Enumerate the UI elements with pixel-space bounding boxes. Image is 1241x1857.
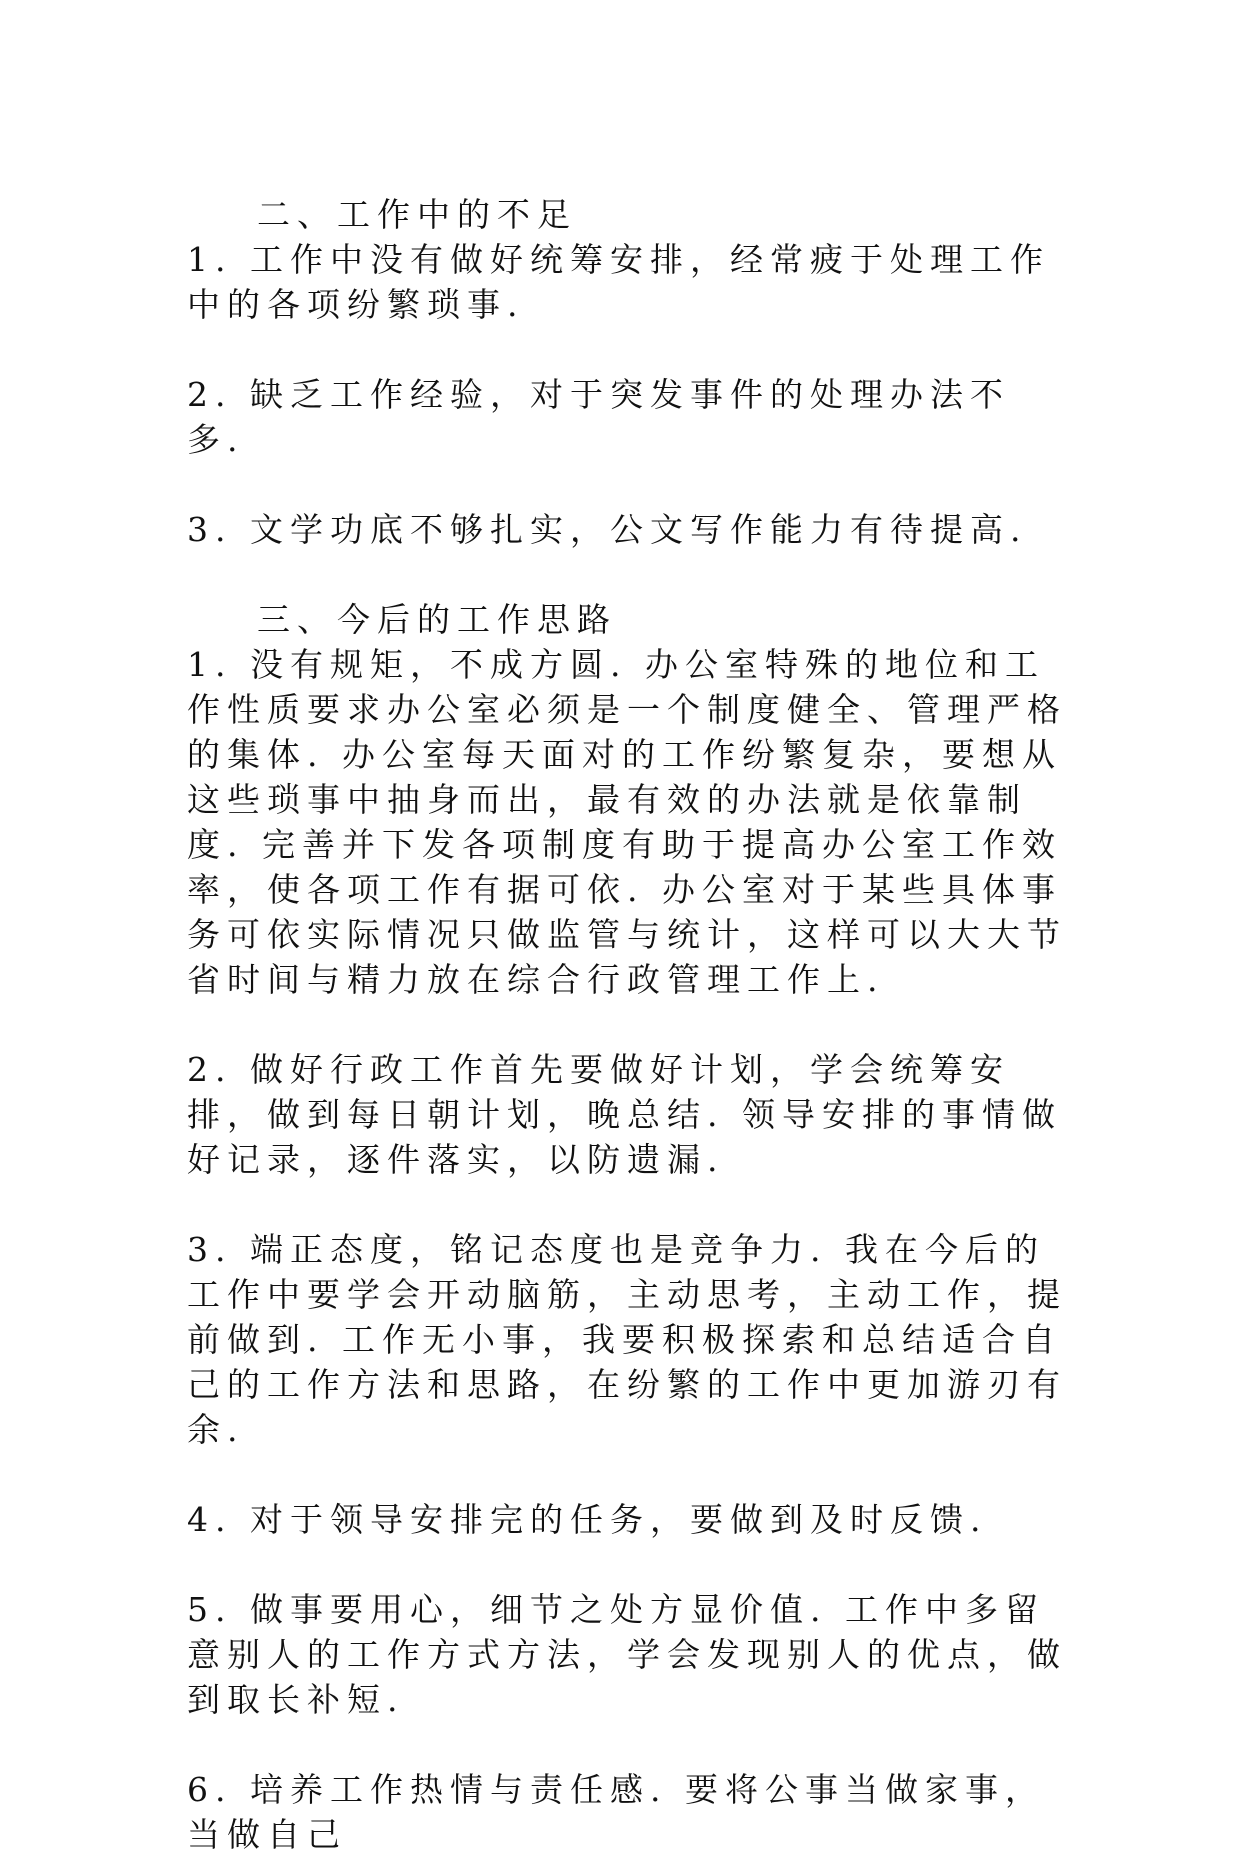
document-body xyxy=(187,192,1067,1857)
paragraph-spacer xyxy=(187,1002,1067,1047)
list-item: 4. 对于领导安排完的任务，要做到及时反馈. xyxy=(187,1500,988,1539)
paragraph-spacer xyxy=(187,1722,1067,1767)
list-item: 2. 做好行政工作首先要做好计划，学会统筹安排，做到每日朝计划，晚总结. 领导安排的事情做好记录，逐件落实，以防遗漏. xyxy=(187,1050,1062,1179)
section-heading-shortcomings: 二、工作中的不足 xyxy=(257,195,577,234)
paragraph-spacer xyxy=(187,462,1067,507)
list-item: 6. 培养工作热情与责任感. 要将公事当做家事，当做自己 xyxy=(187,1770,1045,1854)
list-item: 2. 缺乏工作经验，对于突发事件的处理办法不多. xyxy=(187,375,1010,459)
paragraph-spacer xyxy=(187,327,1067,372)
paragraph-spacer xyxy=(187,1452,1067,1497)
section-heading-future-plan: 三、今后的工作思路 xyxy=(257,600,617,639)
list-item: 1. 工作中没有做好统筹安排，经常疲于处理工作中的各项纷繁琐事. xyxy=(187,240,1050,324)
paragraph-spacer xyxy=(187,1182,1067,1227)
list-item: 3. 文学功底不够扎实，公文写作能力有待提高. xyxy=(187,510,1028,549)
list-item: 3. 端正态度，铭记态度也是竞争力. 我在今后的工作中要学会开动脑筋，主动思考，主动工作，提前做到. 工作无小事，我要积极探索和总结适合自己的工作方法和思路，在纷繁的工作中更加游刃有余. xyxy=(187,1230,1067,1449)
paragraph-spacer xyxy=(187,552,1067,597)
paragraph-spacer xyxy=(187,1542,1067,1587)
list-item: 1. 没有规矩，不成方圆. 办公室特殊的地位和工作性质要求办公室必须是一个制度健全、管理严格的集体. 办公室每天面对的工作纷繁复杂，要想从这些琐事中抽身而出，最有效的办法就是依靠制度. 完善并下发各项制度有助于提高办公室工作效率，使各项工作有据可依. 办公室对于某些具体事务可依实际情况只做监管与统计，这样可以大大节省时间与精力放在综合行政管理工作上. xyxy=(187,645,1067,999)
list-item: 5. 做事要用心，细节之处方显价值. 工作中多留意别人的工作方式方法，学会发现别人的优点，做到取长补短. xyxy=(187,1590,1067,1719)
